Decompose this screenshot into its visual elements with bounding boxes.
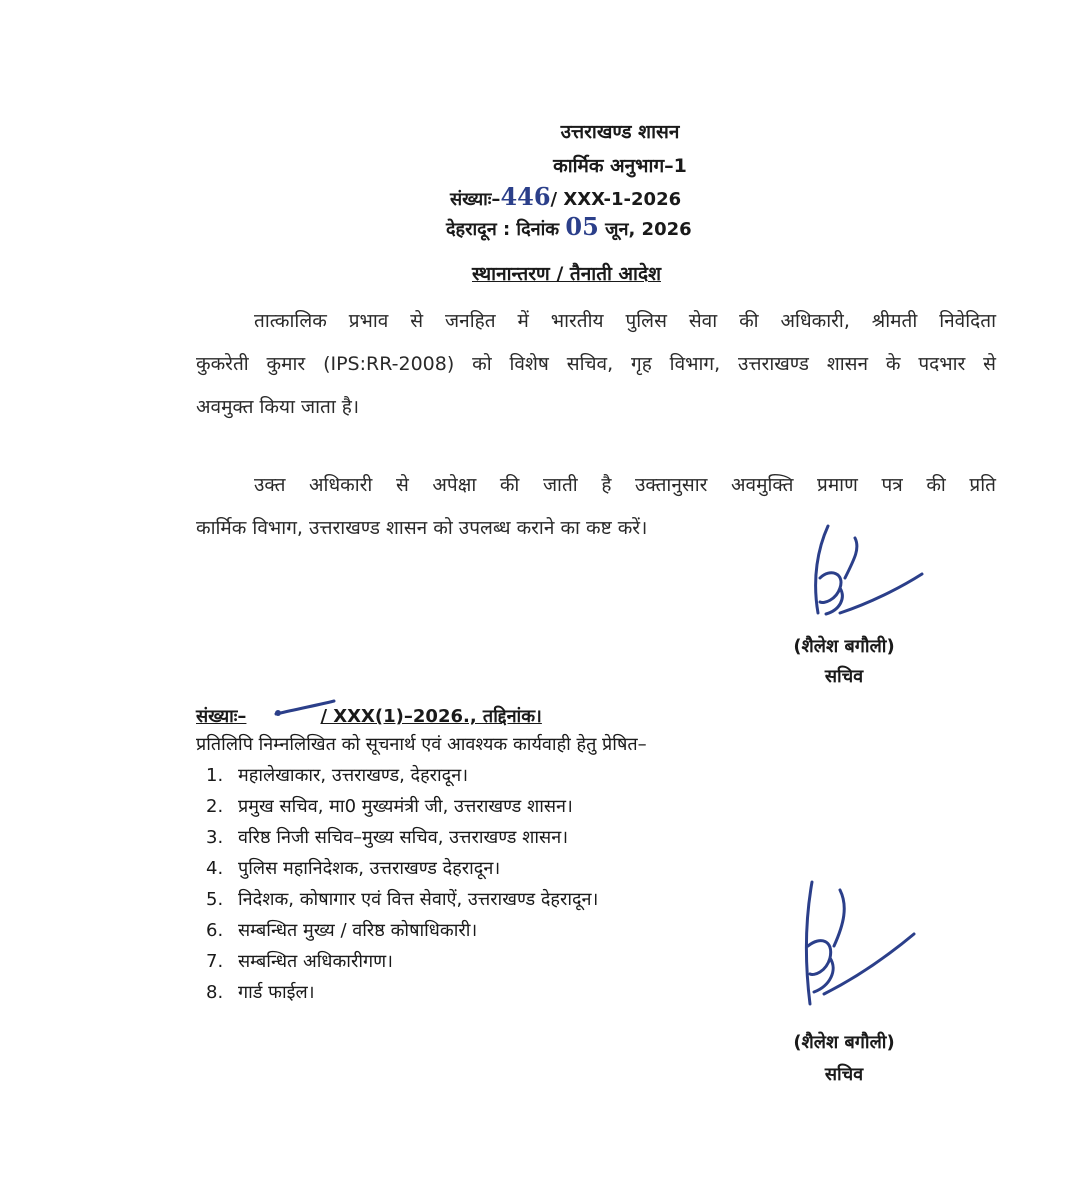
signatory-1-designation: सचिव: [824, 666, 864, 687]
order-date: [446, 212, 692, 241]
paragraph-2-line: कार्मिक विभाग, उत्तराखण्ड शासन को उपलब्ध कराने का कष्ट करें।: [196, 517, 648, 539]
signatory-2-name: (शैलेश बगौली): [793, 1032, 895, 1053]
signatory-1-name: (शैलेश बगौली): [793, 636, 895, 657]
order-date-suffix: जून, 2026: [605, 219, 692, 240]
list-item-text: पुलिस महानिदेशक, उत्तराखण्ड देहरादून।: [238, 858, 501, 879]
order-number-suffix: / XXX-1-2026: [550, 189, 682, 210]
copy-intro: प्रतिलिपि निम्नलिखित को सूचनार्थ एवं आवश्यक कार्यवाही हेतु प्रेषित–: [196, 734, 647, 755]
order-title: स्थानान्तरण / तैनाती आदेश: [472, 263, 661, 285]
list-item-number: 3.: [206, 827, 224, 848]
list-item-number: 2.: [206, 796, 224, 817]
signature-2-image: [790, 876, 930, 1016]
order-paragraph-1: [196, 300, 996, 429]
order-date-day-handwritten: 05: [565, 212, 599, 241]
order-number: [450, 182, 681, 211]
list-item: [206, 791, 598, 822]
order-date-prefix: देहरादून : दिनांक: [446, 219, 560, 240]
government-heading: उत्तराखण्ड शासन: [560, 121, 680, 143]
paragraph-1-line: कुकरेती कुमार (IPS:RR-2008) को विशेष सचिव, गृह विभाग, उत्तराखण्ड शासन के पदभार से: [196, 353, 996, 375]
list-item-number: 7.: [206, 951, 224, 972]
list-item-number: 6.: [206, 920, 224, 941]
list-item: [206, 946, 598, 977]
copy-number-handwritten-mark: [270, 698, 338, 720]
list-item-text: वरिष्ठ निजी सचिव–मुख्य सचिव, उत्तराखण्ड शासन।: [238, 827, 569, 848]
signature-1-image: [800, 518, 930, 628]
list-item: [206, 884, 598, 915]
list-item: [206, 822, 598, 853]
list-item-text: सम्बन्धित अधिकारीगण।: [238, 951, 393, 972]
list-item-number: 1.: [206, 765, 224, 786]
list-item-text: महालेखाकार, उत्तराखण्ड, देहरादून।: [238, 765, 469, 786]
list-item-text: प्रमुख सचिव, मा0 मुख्यमंत्री जी, उत्तराखण्ड शासन।: [238, 796, 573, 817]
list-item: [206, 977, 598, 1008]
copy-number-suffix: / XXX(1)–2026., तद्दिनांक।: [320, 706, 542, 727]
order-number-handwritten: 446: [500, 182, 551, 211]
section-heading: कार्मिक अनुभाग–1: [553, 155, 687, 177]
copy-number: [196, 704, 542, 728]
order-number-prefix: संख्याः–: [450, 189, 501, 210]
list-item: [206, 915, 598, 946]
copy-recipients-list: [206, 760, 598, 1008]
signatory-2-designation: सचिव: [824, 1064, 864, 1085]
paragraph-1-line: अवमुक्त किया जाता है।: [196, 396, 360, 418]
list-item-number: 4.: [206, 858, 224, 879]
list-item-text: गार्ड फाईल।: [238, 982, 315, 1003]
list-item-number: 5.: [206, 889, 224, 910]
paragraph-1-line: तात्कालिक प्रभाव से जनहित में भारतीय पुलिस सेवा की अधिकारी, श्रीमती निवेदिता: [254, 310, 996, 332]
paragraph-2-line: उक्त अधिकारी से अपेक्षा की जाती है उक्तानुसार अवमुक्ति प्रमाण पत्र की प्रति: [254, 474, 996, 496]
list-item-text: निदेशक, कोषागार एवं वित्त सेवाऐं, उत्तराखण्ड देहरादून।: [238, 889, 599, 910]
list-item-text: सम्बन्धित मुख्य / वरिष्ठ कोषाधिकारी।: [238, 920, 478, 941]
list-item-number: 8.: [206, 982, 224, 1003]
copy-number-prefix: संख्याः–: [196, 706, 247, 727]
list-item: [206, 853, 598, 884]
list-item: [206, 760, 598, 791]
